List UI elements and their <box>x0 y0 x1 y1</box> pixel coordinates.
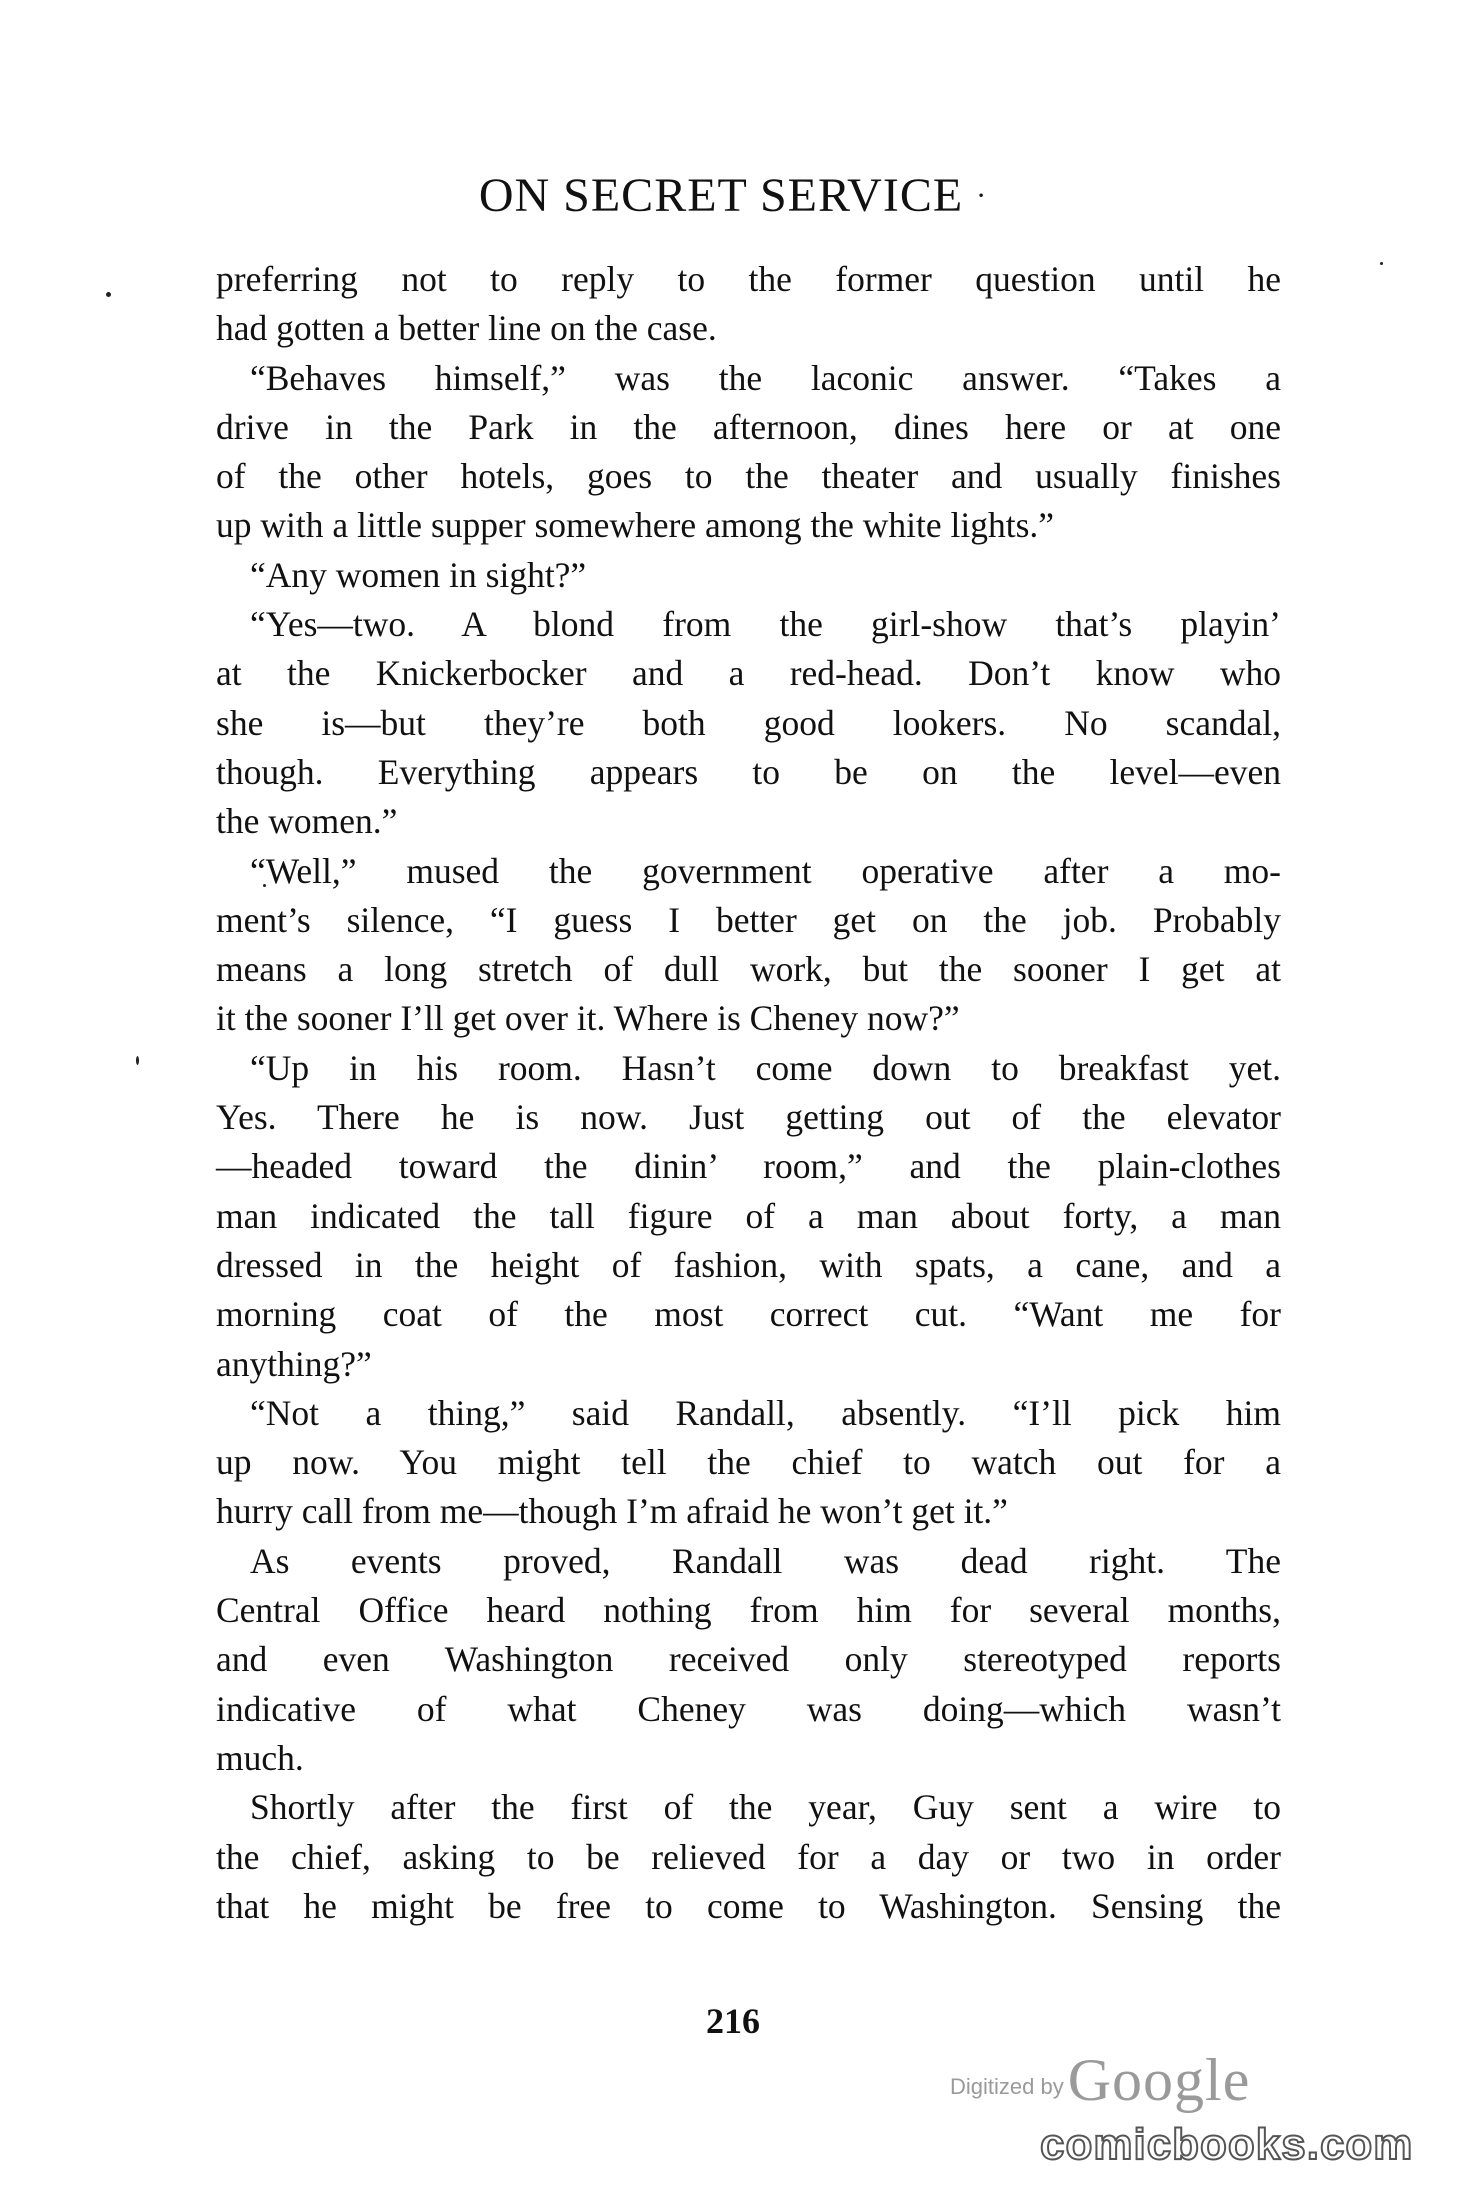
text-line: much. <box>216 1737 304 1778</box>
running-head <box>0 168 1466 223</box>
running-head-title: ON SECRET SERVICE <box>478 169 964 222</box>
text-line: “Not a thing,” said Randall, absently. “I’ll pick him <box>250 1392 1281 1433</box>
text-line: indicative of what Cheney was doing—which wasn’t <box>216 1688 1281 1729</box>
scan-speck <box>1380 262 1383 265</box>
text-line: morning coat of the most correct cut. “Want me for <box>216 1294 1281 1335</box>
text-line: anything?” <box>216 1343 372 1384</box>
text-line: “Yes—two. A blond from the girl-show that’s playin’ <box>250 604 1281 645</box>
text-line: drive in the Park in the afternoon, dines here or at one <box>216 406 1281 447</box>
text-line: means a long stretch of dull work, but the sooner I get at <box>216 949 1281 990</box>
text-line: Yes. There he is now. Just getting out of the elevator <box>216 1097 1281 1138</box>
text-line: at the Knickerbocker and a red-head. Don’t know who <box>216 653 1281 694</box>
text-line: “Well,” mused the government operative after a mo- <box>250 850 1281 891</box>
site-watermark: comicbooks.com <box>1040 2120 1414 2169</box>
text-line: had gotten a better line on the case. <box>216 308 717 349</box>
text-line: “Any women in sight?” <box>250 554 587 595</box>
digitized-prefix: Digitized by <box>950 2074 1064 2099</box>
text-line: ment’s silence, “I guess I better get on the job. Probably <box>216 899 1281 940</box>
text-line: “Up in his room. Hasn’t come down to breakfast yet. <box>250 1047 1281 1088</box>
google-wordmark: Google <box>1067 2047 1251 2113</box>
text-line: Shortly after the first of the year, Guy sent a wire to <box>250 1787 1281 1828</box>
text-line: that he might be free to come to Washington. Sensing the <box>216 1885 1281 1926</box>
text-line: it the sooner I’ll get over it. Where is Cheney now?” <box>216 998 960 1039</box>
body-text <box>216 255 1281 1931</box>
running-head-mark: · <box>976 179 988 212</box>
text-line: hurry call from me—though I’m afraid he won’t get it.” <box>216 1491 1008 1532</box>
text-line: dressed in the height of fashion, with spats, a cane, and a <box>216 1244 1281 1285</box>
scan-speck <box>136 1056 139 1065</box>
text-line: up now. You might tell the chief to watch out for a <box>216 1442 1281 1483</box>
text-line: the women.” <box>216 801 398 842</box>
text-line: of the other hotels, goes to the theater and usually finishes <box>216 456 1281 497</box>
text-line: up with a little supper somewhere among the white lights.” <box>216 505 1055 546</box>
text-line: though. Everything appears to be on the level—even <box>216 751 1281 792</box>
scan-speck <box>106 292 111 297</box>
text-line: man indicated the tall figure of a man about forty, a man <box>216 1195 1281 1236</box>
page-number: 216 <box>706 2001 760 2041</box>
text-line: the chief, asking to be relieved for a day or two in order <box>216 1836 1281 1877</box>
text-line: “Behaves himself,” was the laconic answer. “Takes a <box>250 357 1281 398</box>
text-line: and even Washington received only stereotyped reports <box>216 1639 1281 1680</box>
text-line: she is—but they’re both good lookers. No scandal, <box>216 702 1281 743</box>
text-line: preferring not to reply to the former question until he <box>216 259 1281 299</box>
text-line: Central Office heard nothing from him for several months, <box>216 1590 1281 1631</box>
text-line: —headed toward the dinin’ room,” and the plain-clothes <box>216 1146 1281 1187</box>
digitized-by-google-mark <box>950 2046 1250 2116</box>
text-line: As events proved, Randall was dead right. The <box>250 1540 1281 1581</box>
